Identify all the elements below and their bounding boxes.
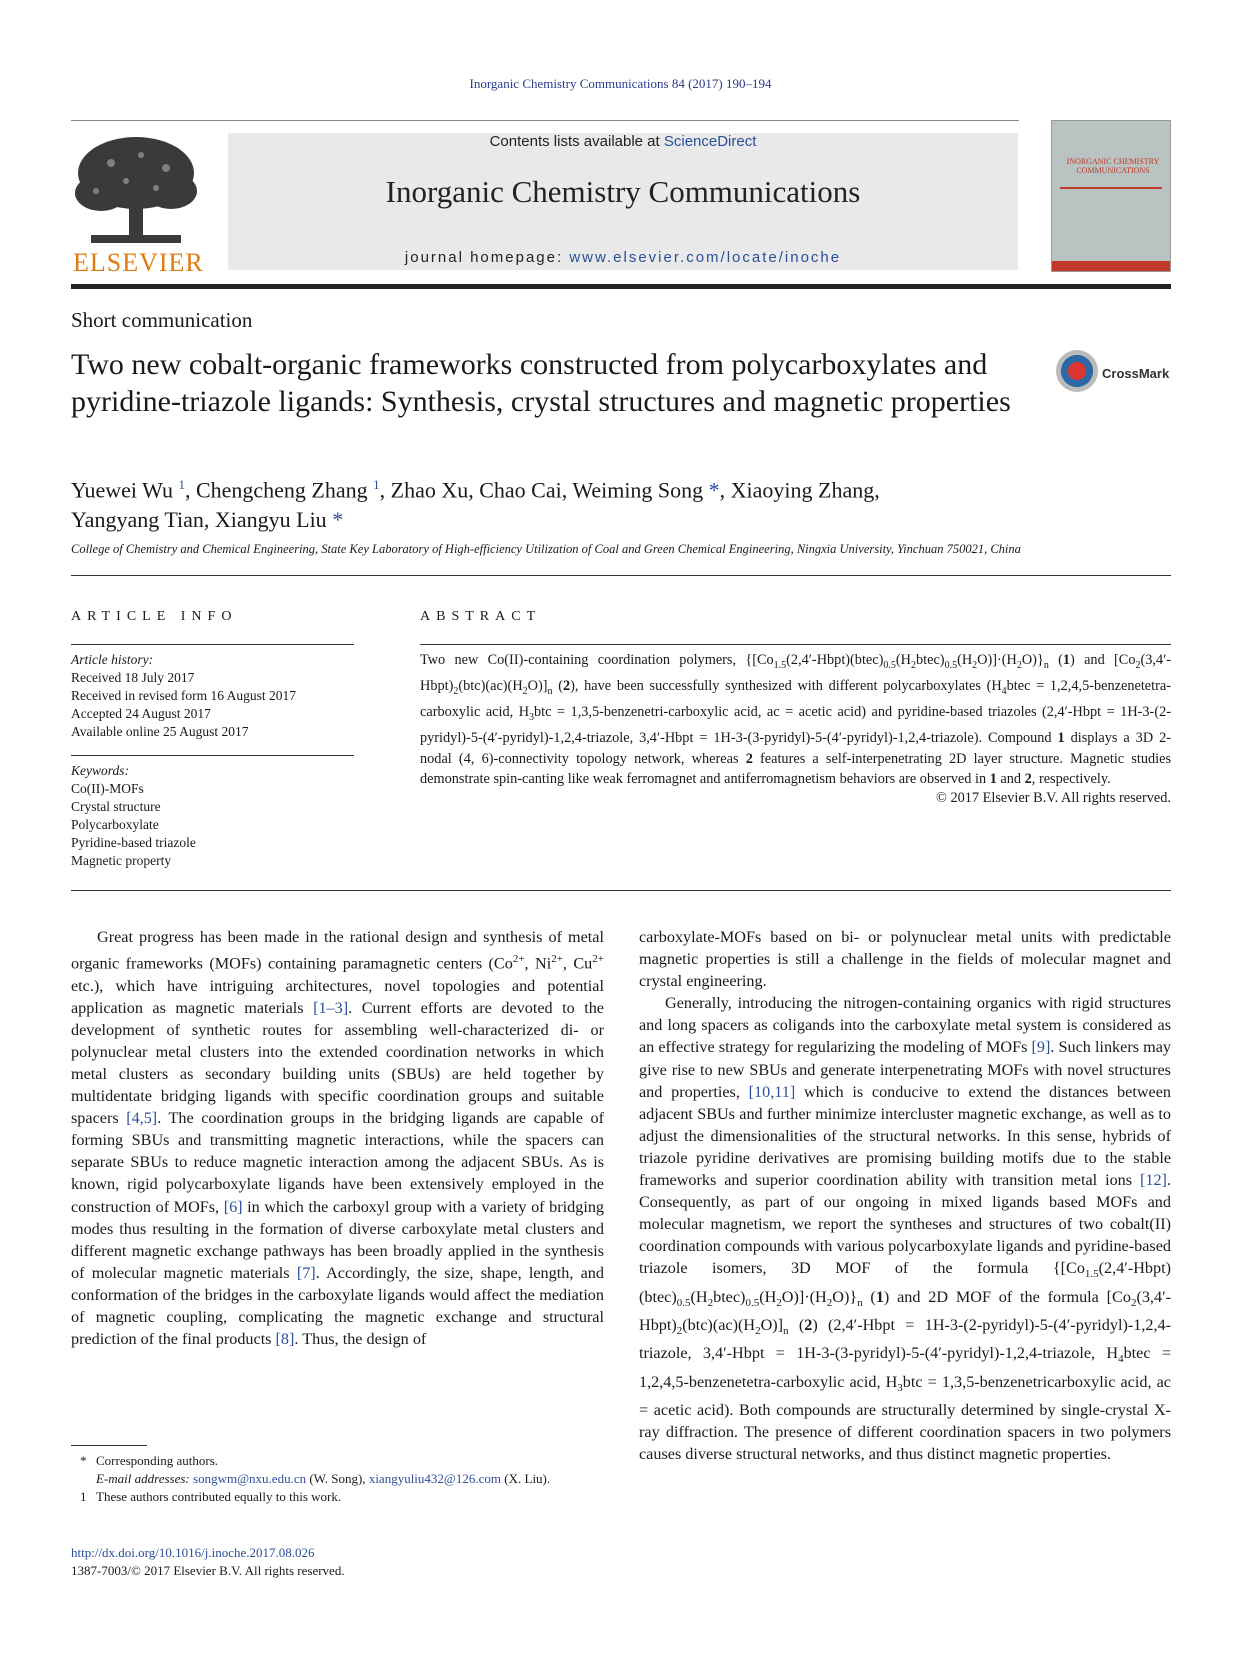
footnote-emails <box>80 1470 620 1488</box>
contents-line <box>228 133 1018 150</box>
citation-link[interactable]: [8] <box>275 1330 295 1349</box>
abstract-copyright: © 2017 Elsevier B.V. All rights reserved. <box>936 790 1171 806</box>
keywords <box>71 762 354 870</box>
homepage-prefix: journal homepage: <box>404 249 570 266</box>
citation-link[interactable]: [4,5] <box>126 1109 158 1128</box>
keyword: Magnetic property <box>71 853 172 868</box>
doi-link[interactable]: http://dx.doi.org/10.1016/j.inoche.2017.08.026 <box>71 1545 315 1560</box>
contents-prefix: Contents lists available at <box>489 133 664 150</box>
body-paragraph: carboxylate-MOFs based on bi- or polynuclear metal units with predictable magnetic properties is still a challenge in the fields of molecular magnet and crystal engineering. <box>639 928 1171 991</box>
affiliation: College of Chemistry and Chemical Engineering, State Key Laboratory of High-efficiency Utilization of Coal and Green Chemical Engineering, Ningxia University, Yinchuan 750021, China <box>71 542 1021 556</box>
elsevier-wordmark: ELSEVIER <box>73 248 204 277</box>
page-footer <box>71 1544 345 1580</box>
journal-cover-thumbnail[interactable] <box>1051 120 1171 272</box>
history-online: Available online 25 August 2017 <box>71 724 249 739</box>
citation-link[interactable]: [7] <box>296 1263 316 1282</box>
history-label: Article history: <box>71 652 154 667</box>
cover-title: INORGANIC CHEMISTRY COMMUNICATIONS <box>1066 157 1160 175</box>
abstract-rule <box>420 644 1171 645</box>
footnote-corresponding <box>80 1452 620 1470</box>
footnote-marker: 1 <box>80 1489 87 1504</box>
history-accepted: Accepted 24 August 2017 <box>71 706 211 721</box>
homepage-link[interactable]: www.elsevier.com/locate/inoche <box>569 249 842 266</box>
corresponding-mark[interactable]: * <box>708 477 720 503</box>
footnotes <box>80 1452 620 1506</box>
author-names[interactable]: Yangyang Tian, Xiangyu Liu <box>71 507 327 533</box>
citation-link[interactable]: [6] <box>223 1197 243 1216</box>
homepage-line <box>228 249 1018 266</box>
header-thick-rule <box>71 284 1171 289</box>
journal-reference[interactable]: Inorganic Chemistry Communications 84 (2017) 190–194 <box>469 76 772 91</box>
citation-link[interactable]: [1–3] <box>313 998 349 1017</box>
affiliation-rule <box>71 575 1171 576</box>
footnote-marker: * <box>80 1453 87 1468</box>
history-revised: Received in revised form 16 August 2017 <box>71 688 296 703</box>
top-rule <box>71 120 1019 121</box>
email-link[interactable]: xiangyuliu432@126.com <box>368 1471 502 1486</box>
body-column-right <box>639 926 1171 1465</box>
keyword: Pyridine-based triazole <box>71 835 196 850</box>
email-owner: (W. Song), <box>306 1471 369 1486</box>
body-column-left <box>71 926 604 1350</box>
keyword: Polycarboxylate <box>71 817 159 832</box>
article-type: Short communication <box>71 308 253 332</box>
author-name[interactable]: Chengcheng Zhang <box>195 477 368 503</box>
citation-link[interactable]: [9] <box>1031 1038 1051 1057</box>
history-received: Received 18 July 2017 <box>71 670 195 685</box>
info-rule <box>71 644 354 645</box>
email-owner: (X. Liu). <box>501 1471 551 1486</box>
abstract-heading: ABSTRACT <box>420 609 542 624</box>
abstract-text: Two new Co(II)-containing coordination polymers, $\{[Co_{1.5}(2,4'-Hbpt)(btec)_{0.5}(H_2btec)_{0.5}(H_2O)]\cdot(H_2O)\}_n$ (1) and $[Co_2(3,4'-Hbpt)_2(btc)(ac)(H_2O)]_n$ (2), have been successfully synthesized with different polycarboxylates ($H_4btec$ = 1,2,4,5-benzenetetra-carboxylic acid, $H_3btc$ = 1,3,5-benzenetri-carboxylic acid, ac = acetic acid) and pyridine-based triazoles (2,4′-Hbpt = 1H-3-(2-pyridyl)-5-(4′-pyridyl)-1,2,4-triazole, 3,4′-Hbpt = 1H-3-(3-pyridyl)-5-(4′-pyridyl)-1,2,4-triazole). Compound 1 displays a 3D 2-nodal (4, 6)-connectivity topology network, whereas 2 features a self-interpenetrating 2D layer structure. Magnetic studies demonstrate spin-canting like weak ferromagnet and antiferromagnetism behaviors are observed in 1 and 2, respectively. <box>420 652 1172 788</box>
issn-line: 1387-7003/© 2017 Elsevier B.V. All rights reserved. <box>71 1563 345 1578</box>
body-paragraph: Great progress has been made in the rational design and synthesis of metal organic frameworks (MOFs) containing paramagnetic centers ($Co^{2+}$, $Ni^{2+}$, $Cu^{2+}$ etc.), which have intriguing architectures, novel topologies and potential application as magnetic materials [1–3]. Current efforts are devoted to the development of synthetic routes for assembling well-characterized di- or polynuclear metal clusters into the extended coordination networks in which metal clusters as secondary building units (SBUs) are held together by multidentate bridging ligands with specific coordination groups and suitable spacers [4,5]. The coordination groups in the bridging ligands are capable of forming SBUs and transmitting magnetic interactions, while the spacers can separate SBUs to reduce magnetic interaction among the adjacent SBUs. As is known, rigid polycarboxylate ligands have been extensively employed in the construction of MOFs, [6] in which the carboxyl group with a variety of bridging modes thus resulting in the formation of diverse carboxylate metal clusters and different magnetic exchange pathways has been broadly applied in the synthesis of molecular magnetic materials [7]. Accordingly, the size, shape, length, and conformation of the bridges in the carboxylate ligands would affect the mediation of magnetic coupling, complicating the magnetic exchange and structural prediction of the final products [8]. Thus, the design of <box>71 928 605 1349</box>
author-names[interactable]: Zhao Xu, Chao Cai, Weiming Song <box>390 477 704 503</box>
email-label: E-mail addresses: <box>96 1471 190 1486</box>
email-link[interactable]: songwm@nxu.edu.cn <box>193 1471 307 1486</box>
keywords-label: Keywords: <box>71 763 129 778</box>
article-history <box>71 651 354 741</box>
footnote-equal <box>80 1488 620 1506</box>
crossmark-label[interactable]: CrossMark <box>1102 366 1170 381</box>
equal-contribution-mark[interactable]: 1 <box>178 477 185 492</box>
corresponding-mark[interactable]: * <box>332 507 344 533</box>
keyword: Crystal structure <box>71 799 161 814</box>
author-name[interactable]: Xiaoying Zhang, <box>730 477 880 503</box>
body-rule <box>71 890 1171 891</box>
footnote-text: Corresponding authors. <box>96 1453 219 1468</box>
cover-bottom-band <box>1052 261 1170 271</box>
article-title: Two new cobalt-organic frameworks constructed from polycarboxylates and pyridine-triazole ligands: Synthesis, crystal structures and magnetic properties <box>71 348 1011 418</box>
footnote-rule <box>71 1445 147 1446</box>
body-paragraph: Generally, introducing the nitrogen-containing organics with rigid structures and long spacers as coligands into the carboxylate metal system is considered as an effective strategy for regularizing the modeling of MOFs [9]. Such linkers may give rise to new SBUs and generate interpenetrating MOFs with novel structures and properties, [10,11] which is conducive to extend the distances between adjacent SBUs and further minimize intercluster magnetic exchange, as well as to adjust the dimensionalities of the structural networks. In this sense, hybrids of triazole pyridine derivatives are promising building motifs due to the stable frameworks and superior coordination ability with transition metal ions [12]. Consequently, as part of our ongoing in mixed ligands based MOFs and molecular magnetism, we report the syntheses and structures of two cobalt(II) coordination compounds with various polycarboxylate ligands and pyridine-based triazole isomers, 3D MOF of the formula $\{[Co_{1.5}(2,4'-Hbpt)(btec)_{0.5}(H_2btec)_{0.5}(H_2O)]\cdot(H_2O)\}_n$ (1) and 2D MOF of the formula $[Co_2(3,4'-Hbpt)_2(btc)(ac)(H_2O)]_n$ (2) (2,4′-Hbpt = 1H-3-(2-pyridyl)-5-(4′-pyridyl)-1,2,4-triazole, 3,4′-Hbpt = 1H-3-(3-pyridyl)-5-(4′-pyridyl)-1,2,4-triazole, $H_4btec$ = 1,2,4,5-benzenetetra-carboxylic acid, $H_3btc$ = 1,3,5-benzenetricarboxylic acid, ac = acetic acid). Both compounds are structurally determined by single-crystal X-ray diffraction. The presence of different coordination spacers in two polymers causes diverse structural networks, and thus distinct magnetic properties. <box>639 994 1172 1464</box>
author-name[interactable]: Yuewei Wu <box>71 477 173 503</box>
footnote-text: These authors contributed equally to this work. <box>96 1489 342 1504</box>
citation-link[interactable]: [10,11] <box>748 1082 796 1101</box>
cover-bar <box>1060 187 1162 189</box>
citation-link[interactable]: [12] <box>1139 1171 1167 1190</box>
journal-title: Inorganic Chemistry Communications <box>385 174 861 209</box>
info-rule <box>71 755 354 756</box>
article-info-heading: ARTICLE INFO <box>71 609 238 624</box>
keyword: Co(II)-MOFs <box>71 781 144 796</box>
crossmark-icon[interactable] <box>1056 350 1098 392</box>
author-list: Yuewei Wu $^1$, Chengcheng Zhang $^1$, Zhao Xu, Chao Cai, Weiming Song *, Xiaoying Zhang, Yangyang Tian, Xiangyu Liu * <box>71 477 880 533</box>
sciencedirect-link[interactable]: ScienceDirect <box>663 133 757 150</box>
equal-contribution-mark[interactable]: 1 <box>373 477 380 492</box>
